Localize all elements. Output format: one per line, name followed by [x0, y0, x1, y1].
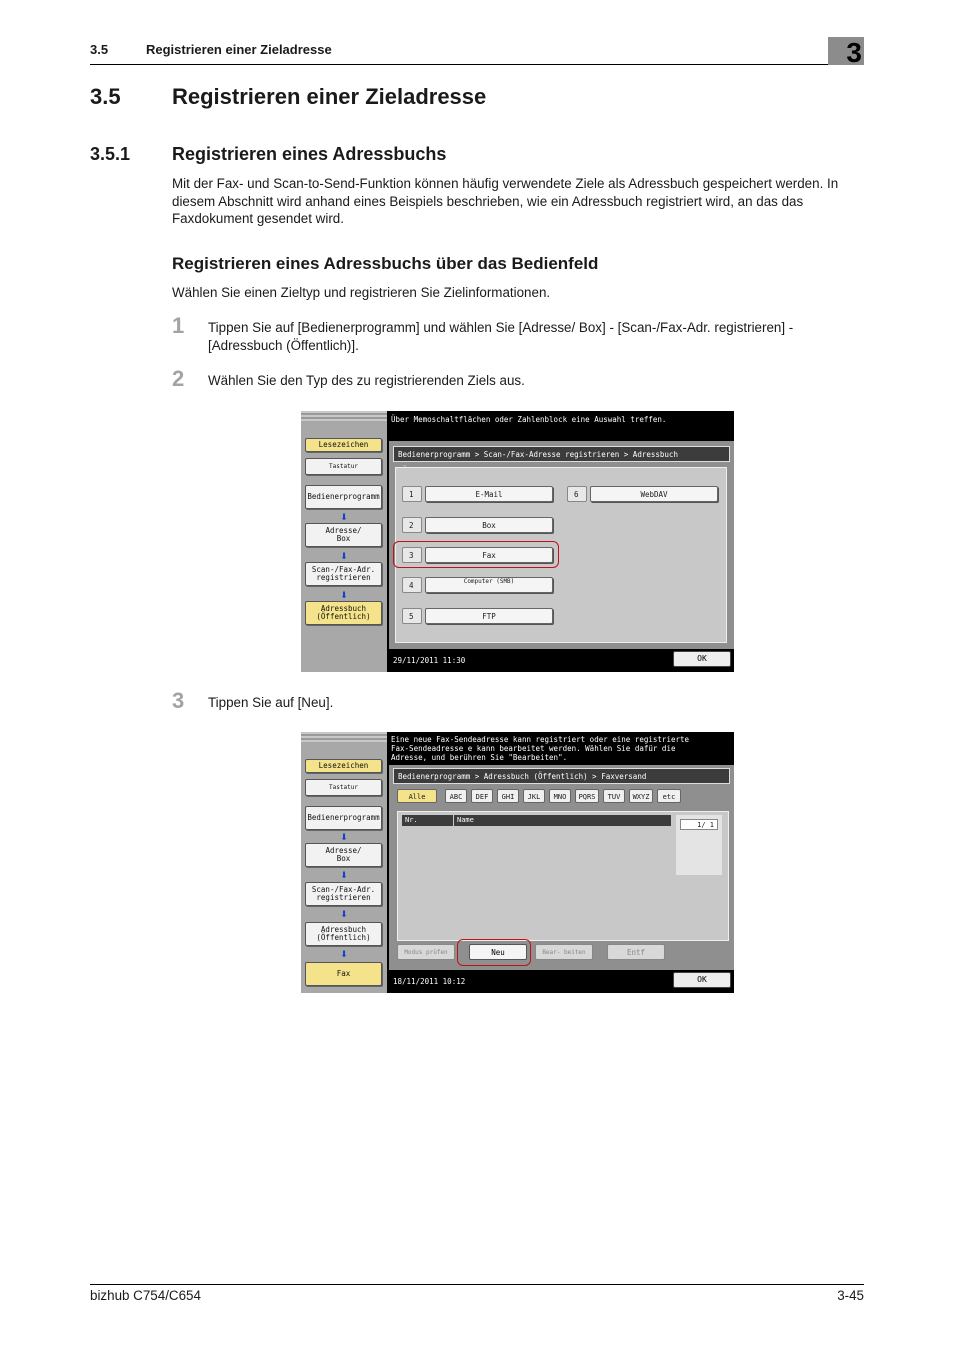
page-indicator-panel [676, 815, 722, 875]
new-button[interactable]: Neu [469, 944, 527, 960]
screenshot-select-destination-type [301, 411, 734, 672]
subsection-heading-title: Registrieren eines Adressbuchs [172, 144, 447, 164]
button-label-line: Adressbuch [320, 604, 367, 613]
check-mode-button: Modus prüfen [397, 944, 455, 960]
header-section-number: 3.5 [90, 42, 109, 57]
main-area [389, 441, 734, 649]
ok-button[interactable]: OK [673, 651, 731, 667]
button-label-line: (Öffentlich) [316, 612, 371, 621]
tab-ghi[interactable]: GHI [497, 789, 519, 803]
message-line: Eine neue Fax-Sendeadresse kann registriert oder eine registrierte [391, 735, 690, 744]
action-bar [397, 944, 727, 962]
lead-paragraph: Wählen Sie einen Zieltyp und registrieren Sie Zielinformationen. [172, 285, 551, 300]
message-line: Adresse, und berühren Sie "Bearbeiten". [391, 753, 568, 762]
left-panel [301, 411, 387, 672]
button-label-line: registrieren [316, 573, 371, 582]
column-header-name: Name [454, 815, 671, 826]
option-webdav[interactable]: WebDAV [590, 486, 718, 502]
scan-fax-register-button[interactable] [305, 882, 382, 906]
tab-def[interactable]: DEF [471, 789, 493, 803]
letter-tabs [397, 789, 727, 803]
instruction-message: Über Memoschaltflächen oder Zahlenblock eine Auswahl treffen. [391, 415, 667, 424]
tab-wxyz[interactable]: WXYZ [629, 789, 653, 803]
main-area [389, 765, 734, 970]
button-label-line: Adressbuch [320, 925, 367, 934]
arrow-down-icon: ⬇ [340, 949, 348, 959]
button-label-line: Box [336, 854, 351, 863]
screenshot-address-book-fax [301, 732, 734, 993]
option-computer-smb[interactable]: Computer (SMB) [425, 577, 553, 593]
procedure-heading: Registrieren eines Adressbuchs über das Bedienfeld [172, 254, 599, 273]
footer-model: bizhub C754/C654 [90, 1288, 201, 1303]
button-label-line: Scan-/Fax-Adr. [311, 885, 376, 894]
utility-button[interactable]: Bedienerprogramm [305, 485, 382, 509]
tab-mno[interactable]: MNO [549, 789, 571, 803]
highlight-frame [393, 541, 559, 568]
footer-page-number: 3-45 [837, 1288, 864, 1303]
tab-tuv[interactable]: TUV [603, 789, 625, 803]
option-fax[interactable]: Fax [425, 547, 553, 563]
option-number: 4 [402, 577, 422, 593]
chapter-badge: 3 [828, 37, 864, 65]
panel-stripe [301, 732, 387, 742]
option-number: 2 [402, 517, 422, 533]
option-number: 1 [402, 486, 422, 502]
tab-pqrs[interactable]: PQRS [575, 789, 599, 803]
button-label-line: (Öffentlich) [316, 933, 371, 942]
section-heading-title: Registrieren einer Zieladresse [172, 84, 487, 109]
scan-fax-register-button[interactable] [305, 562, 382, 586]
option-number: 5 [402, 608, 422, 624]
options-area [395, 467, 727, 643]
tab-alle[interactable]: Alle [397, 789, 437, 803]
option-number: 3 [402, 547, 422, 563]
arrow-down-icon: ⬇ [340, 512, 348, 522]
footer-rule [90, 1284, 864, 1285]
arrow-down-icon: ⬇ [340, 590, 348, 600]
button-label-line: Adresse/ [325, 526, 362, 535]
arrow-down-icon: ⬇ [340, 551, 348, 561]
section-heading-number: 3.5 [90, 84, 121, 109]
button-label-line: Adresse/ [325, 846, 362, 855]
left-panel [301, 732, 387, 993]
header-rule [90, 64, 864, 65]
address-book-public-button[interactable] [305, 922, 382, 946]
delete-button: Entf [607, 944, 665, 960]
button-label-line: Box [336, 534, 351, 543]
ok-button[interactable]: OK [673, 972, 731, 988]
tab-abc[interactable]: ABC [445, 789, 467, 803]
address-box-button[interactable] [305, 523, 382, 547]
button-label-line: Scan-/Fax-Adr. [311, 565, 376, 574]
instruction-message [391, 735, 689, 762]
keyboard-button[interactable]: Tastatur [305, 779, 382, 796]
subsection-heading [90, 144, 447, 165]
step-number: 2 [172, 366, 185, 391]
date-time: 18/11/2011 10:12 [393, 977, 466, 986]
tab-etc[interactable]: etc [657, 789, 681, 803]
address-list [397, 811, 729, 941]
tab-jkl[interactable]: JKL [523, 789, 545, 803]
arrow-down-icon: ⬇ [340, 870, 348, 880]
panel-stripe [301, 411, 387, 421]
breadcrumb: Bedienerprogramm > Scan-/Fax-Adresse registrieren > Adressbuch [393, 446, 730, 462]
edit-button: Bear- beiten [535, 944, 593, 960]
bookmark-button[interactable]: Lesezeichen [305, 438, 382, 452]
keyboard-button[interactable]: Tastatur [305, 458, 382, 475]
date-time: 29/11/2011 11:30 [393, 656, 466, 665]
subsection-heading-number: 3.5.1 [90, 144, 131, 164]
highlight-frame [457, 939, 531, 966]
address-book-public-button[interactable] [305, 601, 382, 625]
header-section-title: Registrieren einer Zieladresse [146, 42, 332, 57]
step-number: 1 [172, 313, 185, 338]
fax-button[interactable]: Fax [305, 962, 382, 986]
column-header-nr: Nr. [402, 815, 453, 826]
arrow-down-icon: ⬇ [340, 832, 348, 842]
page-indicator: 1/ 1 [680, 819, 718, 830]
button-label-line: registrieren [316, 893, 371, 902]
step-text: Wählen Sie den Typ des zu registrierenden Ziels aus. [208, 373, 525, 388]
breadcrumb: Bedienerprogramm > Adressbuch (Öffentlich) > Faxversand [393, 768, 730, 784]
option-box[interactable]: Box [425, 517, 553, 533]
intro-paragraph: Mit der Fax- und Scan-to-Send-Funktion können häufig verwendete Ziele als Adressbuch gespeichert werden. In diesem Abschnitt wird anhand eines Beispiels beschrieben, wie ein Adressbuch registriert wird, an das das Faxdokument gesendet wird. [172, 176, 839, 227]
message-line: Fax-Sendeadresse e kann bearbeitet werden. Wählen Sie dafür die [391, 744, 676, 753]
step-text: Tippen Sie auf [Neu]. [208, 695, 334, 710]
arrow-down-icon: ⬇ [340, 909, 348, 919]
option-email[interactable]: E-Mail [425, 486, 553, 502]
utility-button[interactable]: Bedienerprogramm [305, 806, 382, 830]
address-box-button[interactable] [305, 843, 382, 867]
option-ftp[interactable]: FTP [425, 608, 553, 624]
step-text: Tippen Sie auf [Bedienerprogramm] und wählen Sie [Adresse/ Box] - [Scan-/Fax-Adr. registrieren] - [Adressbuch (Öffentlich)]. [208, 320, 794, 353]
option-number: 6 [567, 486, 587, 502]
section-heading [90, 84, 487, 110]
step-number: 3 [172, 688, 185, 713]
bookmark-button[interactable]: Lesezeichen [305, 759, 382, 773]
